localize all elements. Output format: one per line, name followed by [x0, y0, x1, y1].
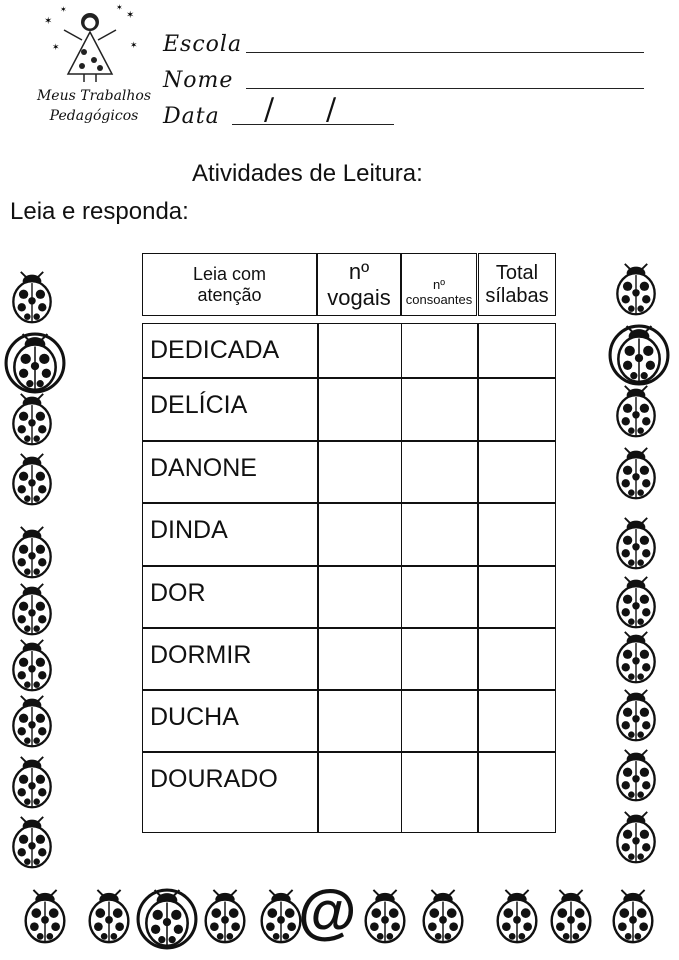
- girl-drawing-icon: [38, 4, 148, 84]
- syllables-answer-cell[interactable]: [478, 441, 556, 503]
- vowels-answer-cell[interactable]: [317, 690, 402, 752]
- header-syllables-label: Total sílabas: [485, 261, 549, 307]
- header-word-column: [142, 253, 317, 316]
- ladybug-icon: [608, 688, 664, 744]
- name-label: Nome: [163, 68, 234, 93]
- vowels-answer-cell[interactable]: [317, 378, 402, 441]
- date-separator-1: /: [264, 92, 275, 127]
- ladybug-icon: [356, 888, 414, 946]
- instruction-text: Leia e responda:: [10, 198, 189, 225]
- logo: [24, 4, 164, 134]
- date-separator-2: /: [326, 92, 337, 127]
- vowels-answer-cell[interactable]: [317, 441, 402, 503]
- svg-text:✶: ✶: [52, 42, 60, 52]
- header-consonants-label: nº consoantes: [405, 276, 473, 307]
- ladybug-icon: [608, 262, 664, 318]
- consonants-answer-cell[interactable]: [401, 503, 478, 566]
- consonants-answer-cell[interactable]: [401, 628, 478, 690]
- svg-text:✶: ✶: [60, 5, 67, 14]
- ladybug-icon: [542, 888, 600, 946]
- word-text: DEDICADA: [150, 336, 280, 364]
- ladybug-icon: [608, 324, 670, 386]
- ladybug-icon: [4, 815, 60, 871]
- ladybug-icon: [4, 332, 66, 394]
- syllables-answer-cell[interactable]: [478, 566, 556, 628]
- ladybug-icon: [4, 638, 60, 694]
- word-text: DELÍCIA: [150, 391, 248, 419]
- ladybug-icon: [608, 575, 664, 631]
- syllables-answer-cell[interactable]: [478, 503, 556, 566]
- ladybug-icon: [608, 384, 664, 440]
- syllables-answer-cell[interactable]: [478, 628, 556, 690]
- page-subtitle: Atividades de Leitura:: [192, 160, 423, 187]
- header-word-label: Leia com atenção: [192, 263, 267, 305]
- word-text: DOR: [150, 579, 206, 607]
- header-vowels-label: nº vogais: [327, 258, 391, 310]
- logo-line-1: Meus Trabalhos: [36, 88, 152, 104]
- ladybug-icon: [608, 446, 664, 502]
- ladybug-icon: [608, 516, 664, 572]
- syllables-answer-cell[interactable]: [478, 690, 556, 752]
- consonants-answer-cell[interactable]: [401, 690, 478, 752]
- ladybug-icon: [608, 810, 664, 866]
- header-consonants-column: [401, 253, 477, 316]
- vowels-answer-cell[interactable]: [317, 503, 402, 566]
- consonants-answer-cell[interactable]: [401, 441, 478, 503]
- consonants-answer-cell[interactable]: [401, 566, 478, 628]
- syllables-answer-cell[interactable]: [478, 752, 556, 833]
- syllables-answer-cell[interactable]: [478, 378, 556, 441]
- date-label: Data: [163, 104, 220, 129]
- date-field[interactable]: [232, 124, 394, 125]
- consonants-answer-cell[interactable]: [401, 752, 478, 833]
- ladybug-icon: [488, 888, 546, 946]
- ladybug-icon: [196, 888, 254, 946]
- vowels-answer-cell[interactable]: [317, 566, 402, 628]
- ladybug-icon: [604, 888, 662, 946]
- ladybug-icon: [608, 630, 664, 686]
- ladybug-icon: [80, 888, 138, 946]
- consonants-answer-cell[interactable]: [401, 378, 478, 441]
- word-text: DANONE: [150, 454, 257, 482]
- ladybug-icon: [4, 392, 60, 448]
- ladybug-icon: [4, 270, 60, 326]
- ladybug-icon: [4, 755, 60, 811]
- word-text: DOURADO: [150, 765, 278, 793]
- ladybug-icon: [4, 694, 60, 750]
- vowels-answer-cell[interactable]: [317, 628, 402, 690]
- ladybug-icon: [4, 452, 60, 508]
- word-text: DUCHA: [150, 703, 239, 731]
- logo-line-2: Pedagógicos: [49, 108, 139, 124]
- school-field[interactable]: [246, 52, 644, 53]
- ladybug-icon: [608, 748, 664, 804]
- ladybug-icon: [4, 525, 60, 581]
- at-sign-icon: @: [298, 878, 357, 945]
- svg-text:✶: ✶: [130, 40, 138, 50]
- header-vowels-column: [317, 253, 401, 316]
- svg-text:✶: ✶: [126, 10, 135, 21]
- word-text: DINDA: [150, 516, 228, 544]
- header-syllables-column: [478, 253, 556, 316]
- ladybug-icon: [136, 888, 198, 950]
- ladybug-icon: [414, 888, 472, 946]
- ladybug-icon: [16, 888, 74, 946]
- name-field[interactable]: [246, 88, 644, 89]
- vowels-answer-cell[interactable]: [317, 752, 402, 833]
- syllables-answer-cell[interactable]: [478, 323, 556, 378]
- school-label: Escola: [163, 32, 243, 57]
- vowels-answer-cell[interactable]: [317, 323, 402, 378]
- svg-text:✶: ✶: [116, 4, 123, 12]
- word-text: DORMIR: [150, 641, 252, 669]
- ladybug-icon: [4, 582, 60, 638]
- svg-text:✶: ✶: [44, 16, 53, 27]
- consonants-answer-cell[interactable]: [401, 323, 478, 378]
